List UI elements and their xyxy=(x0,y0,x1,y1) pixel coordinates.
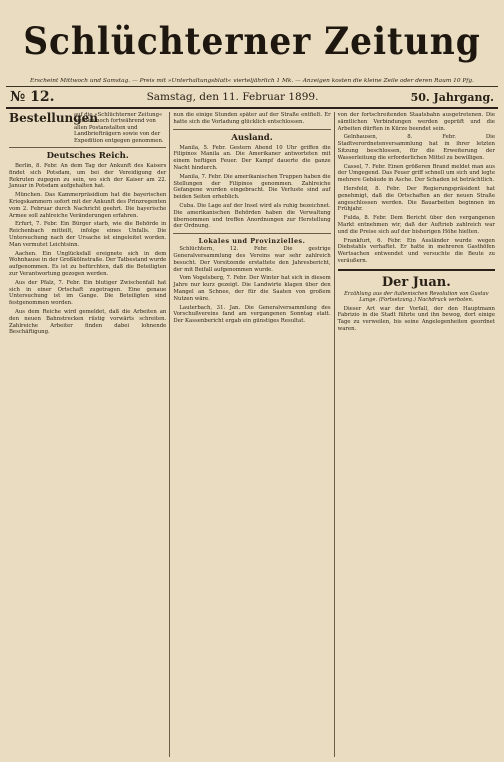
column-2 xyxy=(169,112,333,757)
article-paragraph: Berlin, 8. Febr. An dem Tag der Ankunft des Kaisers findet sich Potsdam, um bei der Vereidigung der Rekruten zugegen zu sein, wo sich der Kaiser am 22. Januar in Potsdam aufgehalten hat. xyxy=(9,163,167,190)
article-paragraph: von der fortschreitenden Staatsbahn ausgetretenen. Die sämtlichen Verbindungen werden geprüft und die Arbeiten dürften in Kürze beendet sein. xyxy=(337,112,495,132)
article-paragraph: Erfurt, 7. Febr. Ein Bürger starb, wie die Behörde in Reichenbach mitteilt, infolge eines Unfalls. Die Untersuchung nach der Ursache ist eingeleitet worden. Man vermutet Leichtsinn. xyxy=(9,221,167,248)
newspaper-page xyxy=(6,4,498,758)
feuilleton-title: Der Juan. xyxy=(381,274,451,290)
article-paragraph: Frankfurt, 6. Febr. Ein Ausländer wurde wegen Diebstahls verhaftet. Er hatte in mehreren Gasthöfen Wertsachen entwendet und versuchte die Beute zu veräußern. xyxy=(337,237,495,264)
issue-date: Samstag, den 11. Februar 1899. xyxy=(146,91,319,103)
article-paragraph: Cuba. Die Lage auf der Insel wird als ruhig bezeichnet. Die amerikanischen Behörden haben die Verwaltung übernommen und treffen Anordnungen zur Herstellung der Ordnung. xyxy=(173,202,331,230)
section-heading-reich: Deutsches Reich. xyxy=(46,151,129,162)
subscription-notice xyxy=(9,112,166,144)
article-paragraph: Vom Vogelsberg, 7. Febr. Der Winter hat sich in diesem Jahre nur kurz gezeigt. Die Landwirte klagen über den Mangel an Schnee, der für die Saaten von großem Nutzen wäre. xyxy=(173,275,331,302)
article-paragraph: Aachen. Ein Unglücksfall ereignete sich in dem Wohnhause in der Großkölnstraße. Der Tatbestand wurde aufgenommen. Es ist zu befürchten, daß die Beteiligten zur Verantwortung gezogen werden. xyxy=(9,250,167,277)
feuilleton-paragraph: Dieser Art war der Vorfall, der den Hauptmann Fabrizio in die Stadt führte und ihn bewog, dort einige Tage zu verweilen, bis seine Angelegenheiten geordnet waren. xyxy=(337,305,495,332)
divider xyxy=(173,129,330,130)
article-paragraph: Schlüchtern, 12. Febr. Die gestrige Generalversammlung des Vereins war sehr zahlreich besucht. Der Vorsitzende erstattete den Jahresbericht, der mit Beifall aufgenommen wurde. xyxy=(173,246,331,273)
article-paragraph: Fulda, 8. Febr. Dem Bericht über den vergangenen Markt entnehmen wir, daß der Auftrieb zahlreich war und die Preise sich auf der bisherigen Höhe hielten. xyxy=(337,215,495,235)
article-paragraph: nun die einige Stunden später auf der Straße entfielt. Er hatte sich die Vorladung glücklich entschlossen. xyxy=(173,112,331,125)
volume-year: 50. Jahrgang. xyxy=(410,90,494,104)
article-paragraph: Gelnhausen, 8. Febr. Die Stadtverordnetenversammlung hat in ihrer letzten Sitzung beschlossen, für die Erweiterung der Wasserleitung die erforderlichen Mittel zu bewilligen. xyxy=(337,134,495,161)
subscription-text: auf die »Schlüchterner Zeitung« werden noch fortwährend von allen Postanstalten und Landbriefträgern sowie von der Expedition entgegen genommen. xyxy=(74,112,164,144)
column-1 xyxy=(6,112,169,757)
columns xyxy=(6,112,498,757)
article-paragraph: Manila, 7. Febr. Die amerikanischen Truppen haben die Stellungen der Filipinos genommen. Zahlreiche Gefangene wurden eingebracht. Die Verluste sind auf beiden Seiten erheblich. xyxy=(173,173,331,201)
article-paragraph: Cassel, 7. Febr. Einen größeren Brand meldet man aus der Umgegend. Das Feuer griff schnell um sich und legte mehrere Gebäude in Asche. Der Schaden ist beträchtlich. xyxy=(337,163,495,184)
article-paragraph: Manila, 5. Febr. Gestern Abend 10 Uhr griffen die Filipinos Manila an. Die Amerikaner antworteten mit einem heftigen Feuer. Der Kampf dauerte die ganze Nacht hindurch. xyxy=(173,144,331,171)
publication-info: Erscheint Mittwoch und Samstag. — Preis mit »Unterhaltungsblatt« vierteljährlich 1 Mk. — Anzeigen kosten die kleine Zeile oder deren Raum 10 Pfg. xyxy=(6,78,498,87)
divider xyxy=(173,233,330,234)
column-3 xyxy=(334,112,498,757)
subscription-title: Bestellungen xyxy=(9,112,99,125)
dateline xyxy=(6,87,498,109)
article-paragraph: Aus dem Reiche wird gemeldet, daß die Arbeiten an den neuen Bahnstrecken rüstig vorwärts schreiten. Zahlreiche Arbeiter finden dabei lohnende Beschäftigung. xyxy=(9,308,167,336)
feuilleton-subtitle: Erzählung aus der italienischen Revolution von Gustav Lange. (Fortsetzung.) Nachdruck verboten. xyxy=(344,290,489,304)
article-paragraph: Aus der Pfalz, 7. Febr. Ein blutiger Zwischenfall hat sich in einer Ortschaft zugetragen. Eine genaue Untersuchung ist im Gange. Die Beteiligten sind festgenommen worden. xyxy=(9,279,167,307)
feuilleton-divider xyxy=(338,269,495,271)
masthead-title: Schlüchterner Zeitung xyxy=(23,19,481,63)
article-paragraph: Lauterbach, 31. Jan. Die Generalversammlung des Vorschußvereins fand am vergangenen Sonntag statt. Der Kassenbericht ergab ein günstiges Resultat. xyxy=(173,304,331,325)
section-heading-ausland: Ausland. xyxy=(231,132,273,143)
issue-number: № 12. xyxy=(10,89,55,105)
article-paragraph: München. Das Kammerpräsidium hat die bayerischen Kriegskammern sofort mit der Ankunft des Prinzregenten vom 2. Februar durch Nachricht geehrt. Die bayerische Armee soll zahlreiche Veränderungen erfahren. xyxy=(9,192,167,219)
divider xyxy=(9,147,166,148)
section-heading-lokales: Lokales und Provinzielles. xyxy=(198,237,306,246)
article-paragraph: Hersfeld, 8. Febr. Der Regierungspräsident hat genehmigt, daß die Ortschaften an der neuen Straße angeschlossen werden. Die Bauarbeiten beginnen im Frühjahr. xyxy=(337,185,495,213)
